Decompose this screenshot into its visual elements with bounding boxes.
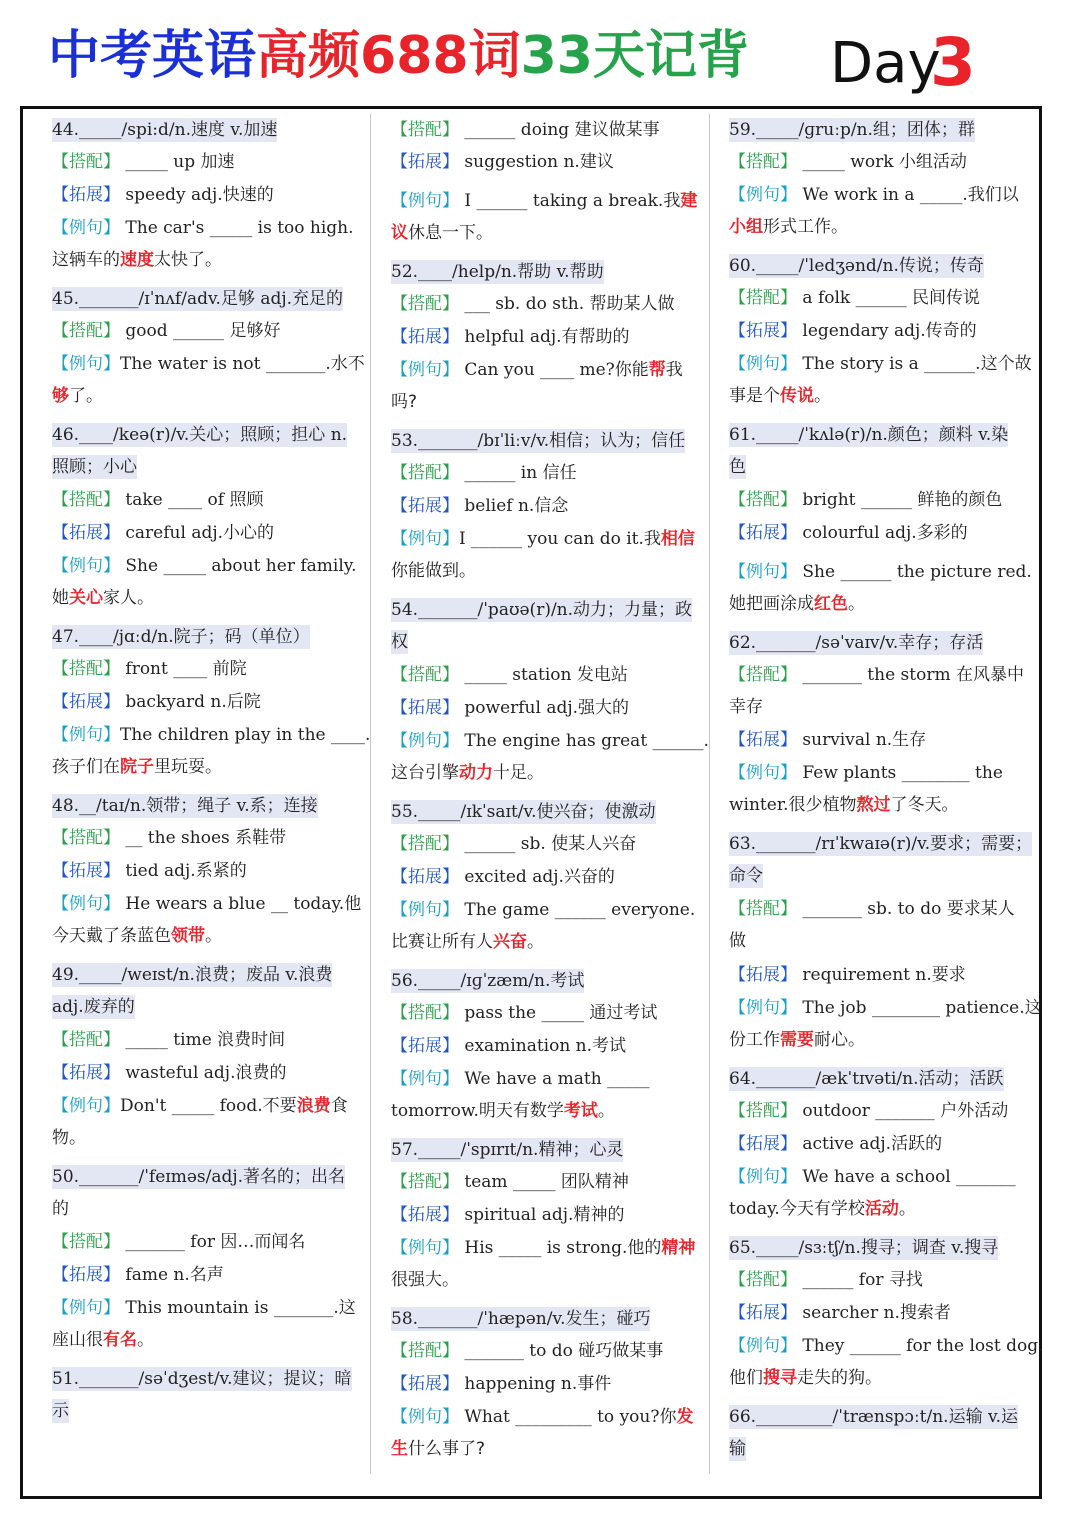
translation-line: 她把画涂成红色。	[729, 594, 865, 614]
definition-continued: 照顾；小心	[52, 457, 137, 477]
translation-line: 够了。	[52, 386, 103, 406]
definition-continued: 命令	[729, 866, 763, 886]
word-entry-60: 60._____/ˈledʒənd/n.传说；传奇	[729, 256, 984, 276]
definition-continued: 输	[729, 1439, 746, 1459]
extension-line: 【拓展】 active adj.活跃的	[729, 1134, 943, 1154]
day-number: 3	[930, 24, 976, 101]
collocation-line: 【搭配】 _____ time 浪费时间	[52, 1030, 286, 1050]
example-line: 【例句】 The game ______ everyone.	[391, 900, 696, 920]
word-entry-44: 44._____/spi:d/n.速度 v.加速	[52, 120, 278, 140]
translation-line: 生什么事了?	[391, 1439, 486, 1459]
example-line: 【例句】 She ______ the picture red.	[729, 562, 1032, 582]
collocation-line: 【搭配】 _____ station 发电站	[391, 665, 628, 685]
collocation-line: 【搭配】 take ____ of 照顾	[52, 490, 264, 510]
translation-line: 比赛让所有人兴奋。	[391, 932, 544, 952]
collocation-line: 【搭配】 ______ sb. 使某人兴奋	[391, 834, 637, 854]
collocation-line: 【搭配】 _____ up 加速	[52, 152, 235, 172]
collocation-line: 【搭配】 outdoor _______ 户外活动	[729, 1101, 1009, 1121]
title-part-3: 词	[468, 26, 521, 86]
collocation-line: 【搭配】 _______ for 因…而闻名	[52, 1232, 306, 1252]
translation-line: tomorrow.明天有数学考试。	[391, 1101, 615, 1121]
extension-line: 【拓展】 powerful adj.强大的	[391, 698, 630, 718]
title-part-2: 高频688	[256, 26, 469, 86]
translation-line: 小组形式工作。	[729, 217, 848, 237]
word-entry-61: 61._____/ˈkʌlə(r)/n.颜色；颜料 v.染	[729, 425, 1009, 445]
extension-line: 【拓展】 tied adj.系紧的	[52, 861, 247, 881]
word-entry-50: 50._______/ˈfeɪməs/adj.著名的；出名	[52, 1167, 346, 1187]
example-line: 【例句】 The story is a ______.这个故	[729, 354, 1032, 374]
extension-line: 【拓展】 spiritual adj.精神的	[391, 1205, 625, 1225]
collocation-line: 【搭配】 _______ the storm 在风暴中	[729, 665, 1024, 685]
word-entry-46: 46.____/keə(r)/v.关心；照顾；担心 n.	[52, 425, 348, 445]
extension-line: 【拓展】 backyard n.后院	[52, 692, 261, 712]
collocation-line: 【搭配】 _______ to do 碰巧做某事	[391, 1341, 664, 1361]
example-line: 【例句】 The car's _____ is too high.	[52, 218, 354, 238]
extension-line: 【拓展】 wasteful adj.浪费的	[52, 1063, 287, 1083]
word-entry-66: 66._________/ˈtrænspɔːt/n.运输 v.运	[729, 1407, 1018, 1427]
word-entry-65: 65._____/sɜːtʃ/n.搜寻；调查 v.搜寻	[729, 1238, 999, 1258]
example-line: 【例句】 He wears a blue __ today.他	[52, 894, 362, 914]
extension-line: 【拓展】 searcher n.搜索者	[729, 1303, 951, 1323]
word-entry-54: 54._______/ˈpaʊə(r)/n.动力；力量；政	[391, 600, 693, 620]
translation-line: 你能做到。	[391, 561, 476, 581]
definition-continued: adj.废弃的	[52, 997, 135, 1017]
collocation-line: 【搭配】 ______ for 寻找	[729, 1270, 923, 1290]
example-line: 【例句】 I ______ taking a break.我建	[391, 191, 698, 211]
word-entry-48: 48.__/taɪ/n.领带；绳子 v.系；连接	[52, 796, 318, 816]
translation-line: 今天戴了条蓝色领带。	[52, 926, 222, 946]
extension-line: 【拓展】 examination n.考试	[391, 1036, 627, 1056]
extension-line: 【拓展】 happening n.事件	[391, 1374, 612, 1394]
definition-continued: 的	[52, 1199, 69, 1219]
translation-line: 议休息一下。	[391, 223, 493, 243]
collocation-continued: 幸存	[729, 697, 763, 717]
translation-line: 这台引擎动力十足。	[391, 763, 544, 783]
translation-line: 孩子们在院子里玩耍。	[52, 757, 222, 777]
header	[0, 0, 1080, 106]
collocation-continued: 做	[729, 931, 746, 951]
word-entry-53: 53._______/bɪˈliːv/v.相信；认为；信任	[391, 431, 686, 451]
extension-line: 【拓展】 legendary adj.传奇的	[729, 321, 977, 341]
extension-line: 【拓展】 requirement n.要求	[729, 965, 966, 985]
translation-line: 事是个传说。	[729, 386, 831, 406]
title-part-1: 中考英语	[48, 26, 257, 86]
column-divider-2	[709, 114, 710, 1474]
collocation-line: 【搭配】 _______ sb. to do 要求某人	[729, 899, 1015, 919]
collocation-line: 【搭配】 pass the _____ 通过考试	[391, 1003, 658, 1023]
translation-line: 物。	[52, 1128, 86, 1148]
example-line: 【例句】The children play in the ____.	[52, 725, 371, 745]
translation-line: today.今天有学校活动。	[729, 1199, 916, 1219]
collocation-line: 【搭配】 __ the shoes 系鞋带	[52, 828, 287, 848]
collocation-line: 【搭配】 ___ sb. do sth. 帮助某人做	[391, 294, 675, 314]
collocation-line: 【搭配】 ______ in 信任	[391, 463, 577, 483]
word-entry-62: 62._______/səˈvaɪv/v.幸存；存活	[729, 633, 984, 653]
column-divider-1	[370, 114, 371, 1474]
translation-line: 他们搜寻走失的狗。	[729, 1368, 882, 1388]
word-entry-63: 63._______/rɪˈkwaɪə(r)/v.要求；需要；	[729, 834, 1033, 854]
example-line: 【例句】I ______ you can do it.我相信	[391, 529, 695, 549]
extension-line: 【拓展】 colourful adj.多彩的	[729, 523, 968, 543]
definition-continued: 权	[391, 632, 408, 652]
word-entry-58: 58._______/ˈhæpən/v.发生；碰巧	[391, 1309, 651, 1329]
extension-line: 【拓展】 speedy adj.快速的	[52, 185, 274, 205]
translation-line: 很强大。	[391, 1270, 459, 1290]
example-line: 【例句】 What _________ to you?你发	[391, 1407, 694, 1427]
translation-line: 座山很有名。	[52, 1330, 154, 1350]
collocation-line: 【搭配】 bright ______ 鲜艳的颜色	[729, 490, 1003, 510]
definition-continued: 色	[729, 457, 746, 477]
extension-line: 【拓展】 belief n.信念	[391, 496, 569, 516]
definition-continued: 示	[52, 1401, 69, 1421]
word-entry-45: 45._______/ɪˈnʌf/adv.足够 adj.充足的	[52, 289, 344, 309]
example-line: 【例句】 She _____ about her family.	[52, 556, 357, 576]
word-entry-47: 47.____/jɑːd/n.院子；码（单位）	[52, 627, 310, 647]
collocation-line: 【搭配】 ______ doing 建议做某事	[391, 120, 660, 140]
translation-line: 份工作需要耐心。	[729, 1030, 865, 1050]
page-title	[48, 26, 749, 86]
collocation-line: 【搭配】 front ____ 前院	[52, 659, 247, 679]
example-line: 【例句】 This mountain is _______.这	[52, 1298, 356, 1318]
translation-line: 吗?	[391, 392, 418, 412]
example-line: 【例句】 Few plants ________ the	[729, 763, 1003, 783]
collocation-line: 【搭配】 good ______ 足够好	[52, 321, 281, 341]
word-entry-57: 57._____/ˈspɪrɪt/n.精神；心灵	[391, 1140, 624, 1160]
extension-line: 【拓展】 careful adj.小心的	[52, 523, 275, 543]
translation-line: 这辆车的速度太快了。	[52, 250, 222, 270]
word-entry-51: 51._______/səˈdʒest/v.建议；提议；暗	[52, 1369, 352, 1389]
example-line: 【例句】 They ______ for the lost dog.	[729, 1336, 1044, 1356]
collocation-line: 【搭配】 team _____ 团队精神	[391, 1172, 629, 1192]
extension-line: 【拓展】 suggestion n.建议	[391, 152, 614, 172]
translation-line: winter.很少植物熬过了冬天。	[729, 795, 959, 815]
extension-line: 【拓展】 helpful adj.有帮助的	[391, 327, 630, 347]
example-line: 【例句】 We have a math _____	[391, 1069, 650, 1089]
example-line: 【例句】 We work in a _____.我们以	[729, 185, 1019, 205]
example-line: 【例句】 The job ________ patience.这	[729, 998, 1042, 1018]
extension-line: 【拓展】 excited adj.兴奋的	[391, 867, 615, 887]
word-entry-49: 49._____/weɪst/n.浪费；废品 v.浪费	[52, 965, 333, 985]
word-entry-52: 52.____/help/n.帮助 v.帮助	[391, 262, 604, 282]
extension-line: 【拓展】 survival n.生存	[729, 730, 927, 750]
translation-line: 她关心家人。	[52, 588, 154, 608]
collocation-line: 【搭配】 _____ work 小组活动	[729, 152, 967, 172]
collocation-line: 【搭配】 a folk ______ 民间传说	[729, 288, 981, 308]
example-line: 【例句】 His _____ is strong.他的精神	[391, 1238, 696, 1258]
day-label: Day	[830, 31, 941, 96]
word-entry-55: 55._____/ɪkˈsaɪt/v.使兴奋；使激动	[391, 802, 656, 822]
word-entry-59: 59._____/ɡruːp/n.组；团体；群	[729, 120, 975, 140]
word-entry-56: 56._____/ɪɡˈzæm/n.考试	[391, 971, 585, 991]
example-line: 【例句】 Can you ____ me?你能帮我	[391, 360, 683, 380]
example-line: 【例句】The water is not _______.水不	[52, 354, 365, 374]
extension-line: 【拓展】 fame n.名声	[52, 1265, 224, 1285]
example-line: 【例句】 The engine has great ______.	[391, 731, 709, 751]
example-line: 【例句】 We have a school _______	[729, 1167, 1016, 1187]
example-line: 【例句】Don't _____ food.不要浪费食	[52, 1096, 348, 1116]
word-entry-64: 64._______/ækˈtɪvəti/n.活动；活跃	[729, 1069, 1004, 1089]
title-part-4: 33天记背	[520, 26, 749, 86]
